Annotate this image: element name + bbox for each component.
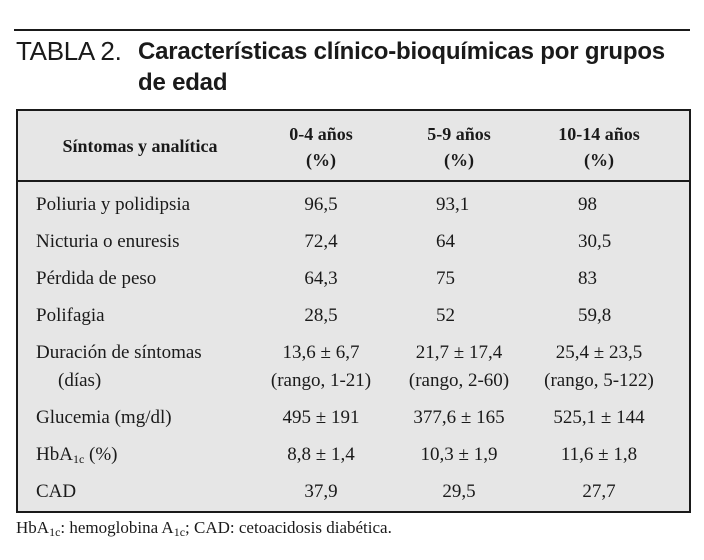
table-header xyxy=(18,111,689,182)
cell-age-0-4 xyxy=(246,339,396,395)
cell-age-0-4: 72,4 xyxy=(304,231,338,252)
cell-age-0-4: 495 ± 191 xyxy=(282,407,360,428)
row-label xyxy=(36,339,202,395)
cell-age-0-4: 96,5 xyxy=(304,194,338,215)
cell-age-10-14: 98 xyxy=(578,194,597,215)
cell-age-10-14: 30,5 xyxy=(578,231,612,252)
cell-value: 21,7 ± 17,4 xyxy=(415,342,503,363)
cell-age-0-4: 8,8 ± 1,4 xyxy=(287,444,355,465)
row-label: Polifagia xyxy=(36,305,105,326)
cell-age-5-9: 29,5 xyxy=(442,481,476,502)
header-age-5-9 xyxy=(384,121,534,173)
cell-age-10-14: 83 xyxy=(578,268,597,289)
cell-age-5-9: 64 xyxy=(436,231,455,252)
table-number: TABLA 2. xyxy=(16,36,122,66)
header-age-5-9-unit: (%) xyxy=(444,150,474,170)
header-age-0-4-unit: (%) xyxy=(306,150,336,170)
cell-age-5-9 xyxy=(384,339,534,395)
cell-age-0-4: 37,9 xyxy=(304,481,338,502)
cell-age-10-14: 525,1 ± 144 xyxy=(553,407,645,428)
header-symptoms xyxy=(30,133,250,159)
row-label-line1: Duración de síntomas xyxy=(36,342,202,363)
header-age-0-4-label: 0-4 años xyxy=(289,124,353,144)
cell-range: (rango, 1-21) xyxy=(270,370,372,391)
row-label: HbA$_{1c}$ (%) xyxy=(36,444,118,466)
cell-range: (rango, 2-60) xyxy=(408,370,510,391)
row-label: CAD xyxy=(36,481,77,502)
cell-value: 13,6 ± 6,7 xyxy=(282,342,360,363)
header-age-0-4 xyxy=(246,121,396,173)
cell-age-5-9: 52 xyxy=(436,305,455,326)
row-label: Poliuria y polidipsia xyxy=(36,194,191,215)
cell-value: 25,4 ± 23,5 xyxy=(555,342,643,363)
cell-age-5-9: 377,6 ± 165 xyxy=(413,407,505,428)
row-label: Pérdida de peso xyxy=(36,268,157,289)
cell-age-5-9: 93,1 xyxy=(436,194,470,215)
header-symptoms-label: Síntomas y analítica xyxy=(62,136,218,156)
table-footnote: HbA$_{1c}$: hemoglobina $A_{1c}$; CAD: cetoacidosis diabética. xyxy=(16,518,392,539)
cell-range: (rango, 5-122) xyxy=(544,370,654,391)
header-age-10-14-label: 10-14 años xyxy=(558,124,640,144)
cell-age-10-14 xyxy=(524,339,674,395)
header-age-5-9-label: 5-9 años xyxy=(427,124,491,144)
row-label: Glucemia (mg/dl) xyxy=(36,407,172,428)
cell-age-5-9: 75 xyxy=(436,268,455,289)
cell-age-10-14: 27,7 xyxy=(582,481,616,502)
row-label: Nicturia o enuresis xyxy=(36,231,180,252)
row-label-line2: (días) xyxy=(58,370,102,391)
top-rule xyxy=(14,29,690,31)
header-age-10-14 xyxy=(524,121,674,173)
data-table xyxy=(16,109,691,513)
cell-age-0-4: 64,3 xyxy=(304,268,338,289)
header-age-10-14-unit: (%) xyxy=(584,150,614,170)
cell-age-0-4: 28,5 xyxy=(304,305,338,326)
cell-age-10-14: 59,8 xyxy=(578,305,612,326)
table-title: Características clínico-bioquímicas por grupos de edad xyxy=(138,38,665,96)
cell-age-5-9: 10,3 ± 1,9 xyxy=(420,444,498,465)
cell-age-10-14: 11,6 ± 1,8 xyxy=(560,444,638,465)
